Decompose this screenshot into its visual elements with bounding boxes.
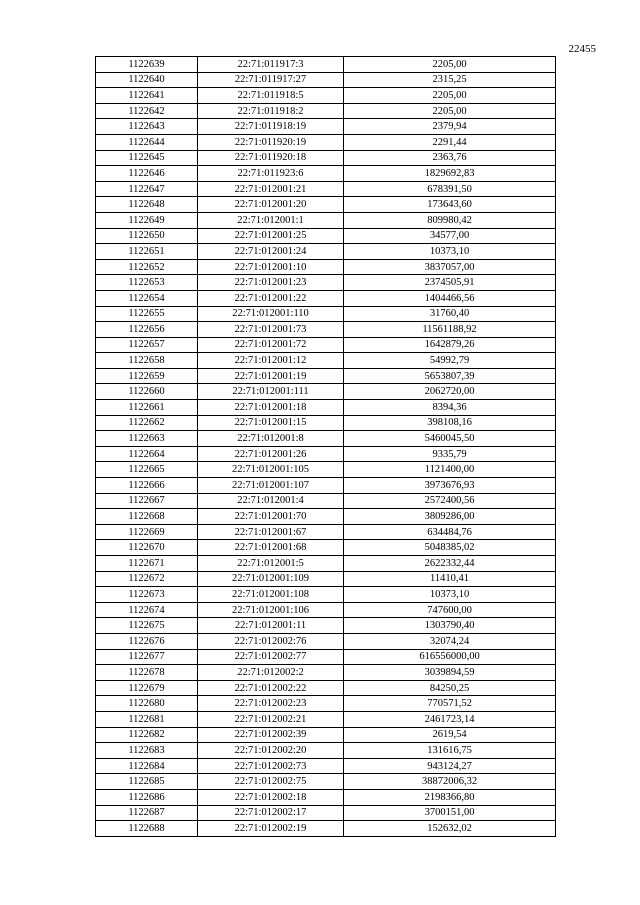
value-cell: 173643,60 [344, 197, 556, 213]
row-id-cell: 1122686 [96, 789, 198, 805]
cadastral-number-cell: 22:71:012001:19 [198, 368, 344, 384]
value-cell: 398108,16 [344, 415, 556, 431]
row-id-cell: 1122654 [96, 290, 198, 306]
row-id-cell: 1122656 [96, 322, 198, 338]
cadastral-number-cell: 22:71:012001:111 [198, 384, 344, 400]
cadastral-number-cell: 22:71:012001:23 [198, 275, 344, 291]
cadastral-number-cell: 22:71:011917:27 [198, 72, 344, 88]
row-id-cell: 1122644 [96, 134, 198, 150]
value-cell: 9335,79 [344, 446, 556, 462]
table-row [96, 789, 556, 805]
value-cell: 31760,40 [344, 306, 556, 322]
table-row [96, 711, 556, 727]
table-row [96, 680, 556, 696]
table-row [96, 400, 556, 416]
cadastral-number-cell: 22:71:012001:20 [198, 197, 344, 213]
row-id-cell: 1122645 [96, 150, 198, 166]
cadastral-number-cell: 22:71:012001:68 [198, 540, 344, 556]
table-row [96, 337, 556, 353]
table-row [96, 602, 556, 618]
value-cell: 34577,00 [344, 228, 556, 244]
table-row [96, 228, 556, 244]
row-id-cell: 1122640 [96, 72, 198, 88]
value-cell: 2374505,91 [344, 275, 556, 291]
value-cell: 11561188,92 [344, 322, 556, 338]
value-cell: 5460045,50 [344, 431, 556, 447]
cadastral-number-cell: 22:71:012001:11 [198, 618, 344, 634]
cadastral-number-cell: 22:71:011918:19 [198, 119, 344, 135]
row-id-cell: 1122658 [96, 353, 198, 369]
cadastral-number-cell: 22:71:011920:18 [198, 150, 344, 166]
table-row [96, 88, 556, 104]
row-id-cell: 1122663 [96, 431, 198, 447]
table-row [96, 540, 556, 556]
table-row [96, 774, 556, 790]
cadastral-number-cell: 22:71:012001:22 [198, 290, 344, 306]
cadastral-number-cell: 22:71:012001:73 [198, 322, 344, 338]
table-row [96, 275, 556, 291]
value-cell: 3700151,00 [344, 805, 556, 821]
value-cell: 38872006,32 [344, 774, 556, 790]
value-cell: 2205,00 [344, 88, 556, 104]
cadastral-number-cell: 22:71:012001:105 [198, 462, 344, 478]
row-id-cell: 1122655 [96, 306, 198, 322]
value-cell: 2198366,80 [344, 789, 556, 805]
table-row [96, 618, 556, 634]
cadastral-number-cell: 22:71:012001:25 [198, 228, 344, 244]
cadastral-number-cell: 22:71:012001:15 [198, 415, 344, 431]
row-id-cell: 1122647 [96, 181, 198, 197]
table-row [96, 134, 556, 150]
row-id-cell: 1122669 [96, 524, 198, 540]
row-id-cell: 1122685 [96, 774, 198, 790]
value-cell: 3837057,00 [344, 259, 556, 275]
cadastral-number-cell: 22:71:012001:10 [198, 259, 344, 275]
row-id-cell: 1122667 [96, 493, 198, 509]
cadastral-number-cell: 22:71:012002:19 [198, 821, 344, 837]
table-row [96, 212, 556, 228]
table-row [96, 649, 556, 665]
value-cell: 2062720,00 [344, 384, 556, 400]
row-id-cell: 1122681 [96, 711, 198, 727]
table-row [96, 743, 556, 759]
table-row [96, 72, 556, 88]
cadastral-number-cell: 22:71:011923:6 [198, 166, 344, 182]
row-id-cell: 1122661 [96, 400, 198, 416]
row-id-cell: 1122662 [96, 415, 198, 431]
value-cell: 2379,94 [344, 119, 556, 135]
data-table [95, 56, 556, 837]
cadastral-number-cell: 22:71:012002:73 [198, 758, 344, 774]
row-id-cell: 1122650 [96, 228, 198, 244]
row-id-cell: 1122680 [96, 696, 198, 712]
cadastral-number-cell: 22:71:012002:76 [198, 633, 344, 649]
value-cell: 5653807,39 [344, 368, 556, 384]
cadastral-number-cell: 22:71:012001:70 [198, 509, 344, 525]
table-row [96, 727, 556, 743]
table-body [96, 57, 556, 837]
cadastral-number-cell: 22:71:012001:1 [198, 212, 344, 228]
row-id-cell: 1122676 [96, 633, 198, 649]
value-cell: 84250,25 [344, 680, 556, 696]
value-cell: 943124,27 [344, 758, 556, 774]
row-id-cell: 1122673 [96, 587, 198, 603]
table-row [96, 306, 556, 322]
table-row [96, 103, 556, 119]
table-row [96, 57, 556, 73]
cadastral-number-cell: 22:71:012001:72 [198, 337, 344, 353]
table-row [96, 197, 556, 213]
row-id-cell: 1122653 [96, 275, 198, 291]
table-row [96, 805, 556, 821]
table-row [96, 259, 556, 275]
table-row [96, 415, 556, 431]
row-id-cell: 1122674 [96, 602, 198, 618]
row-id-cell: 1122648 [96, 197, 198, 213]
row-id-cell: 1122678 [96, 665, 198, 681]
value-cell: 1642879,26 [344, 337, 556, 353]
cadastral-number-cell: 22:71:012001:106 [198, 602, 344, 618]
table-row [96, 166, 556, 182]
value-cell: 2205,00 [344, 103, 556, 119]
cadastral-number-cell: 22:71:012002:21 [198, 711, 344, 727]
row-id-cell: 1122651 [96, 244, 198, 260]
row-id-cell: 1122683 [96, 743, 198, 759]
row-id-cell: 1122671 [96, 556, 198, 572]
cadastral-number-cell: 22:71:012002:18 [198, 789, 344, 805]
value-cell: 5048385,02 [344, 540, 556, 556]
value-cell: 8394,36 [344, 400, 556, 416]
table-row [96, 821, 556, 837]
row-id-cell: 1122664 [96, 446, 198, 462]
row-id-cell: 1122649 [96, 212, 198, 228]
value-cell: 3973676,93 [344, 478, 556, 494]
table-row [96, 353, 556, 369]
table-row [96, 181, 556, 197]
cadastral-number-cell: 22:71:012001:109 [198, 571, 344, 587]
cadastral-number-cell: 22:71:011920:19 [198, 134, 344, 150]
value-cell: 2205,00 [344, 57, 556, 73]
cadastral-number-cell: 22:71:012001:67 [198, 524, 344, 540]
row-id-cell: 1122677 [96, 649, 198, 665]
row-id-cell: 1122665 [96, 462, 198, 478]
cadastral-number-cell: 22:71:011917:3 [198, 57, 344, 73]
value-cell: 2622332,44 [344, 556, 556, 572]
value-cell: 10373,10 [344, 244, 556, 260]
row-id-cell: 1122670 [96, 540, 198, 556]
cadastral-number-cell: 22:71:012002:75 [198, 774, 344, 790]
table-row [96, 478, 556, 494]
value-cell: 131616,75 [344, 743, 556, 759]
cadastral-number-cell: 22:71:012002:17 [198, 805, 344, 821]
cadastral-number-cell: 22:71:012002:2 [198, 665, 344, 681]
value-cell: 54992,79 [344, 353, 556, 369]
table-row [96, 290, 556, 306]
value-cell: 1121400,00 [344, 462, 556, 478]
value-cell: 747600,00 [344, 602, 556, 618]
row-id-cell: 1122643 [96, 119, 198, 135]
value-cell: 2315,25 [344, 72, 556, 88]
table-row [96, 368, 556, 384]
row-id-cell: 1122684 [96, 758, 198, 774]
row-id-cell: 1122682 [96, 727, 198, 743]
table-row [96, 462, 556, 478]
cadastral-number-cell: 22:71:012002:77 [198, 649, 344, 665]
cadastral-number-cell: 22:71:012001:26 [198, 446, 344, 462]
value-cell: 10373,10 [344, 587, 556, 603]
row-id-cell: 1122657 [96, 337, 198, 353]
value-cell: 634484,76 [344, 524, 556, 540]
cadastral-number-cell: 22:71:012001:107 [198, 478, 344, 494]
value-cell: 2572400,56 [344, 493, 556, 509]
value-cell: 1829692,83 [344, 166, 556, 182]
value-cell: 2619,54 [344, 727, 556, 743]
row-id-cell: 1122679 [96, 680, 198, 696]
value-cell: 3809286,00 [344, 509, 556, 525]
cadastral-number-cell: 22:71:012002:22 [198, 680, 344, 696]
table-row [96, 524, 556, 540]
cadastral-number-cell: 22:71:012001:8 [198, 431, 344, 447]
row-id-cell: 1122642 [96, 103, 198, 119]
row-id-cell: 1122641 [96, 88, 198, 104]
row-id-cell: 1122660 [96, 384, 198, 400]
cadastral-number-cell: 22:71:012001:24 [198, 244, 344, 260]
table-row [96, 758, 556, 774]
table-row [96, 431, 556, 447]
value-cell: 3039894,59 [344, 665, 556, 681]
table-row [96, 322, 556, 338]
cadastral-number-cell: 22:71:012002:39 [198, 727, 344, 743]
table-row [96, 446, 556, 462]
row-id-cell: 1122639 [96, 57, 198, 73]
table-row [96, 150, 556, 166]
value-cell: 616556000,00 [344, 649, 556, 665]
cadastral-number-cell: 22:71:012001:4 [198, 493, 344, 509]
value-cell: 678391,50 [344, 181, 556, 197]
table-row [96, 119, 556, 135]
page-number: 22455 [568, 43, 596, 55]
cadastral-number-cell: 22:71:012002:20 [198, 743, 344, 759]
cadastral-number-cell: 22:71:011918:5 [198, 88, 344, 104]
cadastral-number-cell: 22:71:011918:2 [198, 103, 344, 119]
cadastral-number-cell: 22:71:012001:18 [198, 400, 344, 416]
cadastral-number-cell: 22:71:012002:23 [198, 696, 344, 712]
value-cell: 2461723,14 [344, 711, 556, 727]
table-row [96, 244, 556, 260]
row-id-cell: 1122672 [96, 571, 198, 587]
value-cell: 1404466,56 [344, 290, 556, 306]
table-row [96, 509, 556, 525]
row-id-cell: 1122675 [96, 618, 198, 634]
table-row [96, 384, 556, 400]
value-cell: 2363,76 [344, 150, 556, 166]
table-row [96, 571, 556, 587]
cadastral-number-cell: 22:71:012001:5 [198, 556, 344, 572]
table-row [96, 556, 556, 572]
value-cell: 1303790,40 [344, 618, 556, 634]
row-id-cell: 1122652 [96, 259, 198, 275]
row-id-cell: 1122668 [96, 509, 198, 525]
table-row [96, 665, 556, 681]
row-id-cell: 1122659 [96, 368, 198, 384]
table-row [96, 587, 556, 603]
table-row [96, 633, 556, 649]
value-cell: 32074,24 [344, 633, 556, 649]
cadastral-number-cell: 22:71:012001:12 [198, 353, 344, 369]
value-cell: 152632,02 [344, 821, 556, 837]
cadastral-number-cell: 22:71:012001:108 [198, 587, 344, 603]
value-cell: 809980,42 [344, 212, 556, 228]
value-cell: 11410,41 [344, 571, 556, 587]
row-id-cell: 1122666 [96, 478, 198, 494]
row-id-cell: 1122687 [96, 805, 198, 821]
table-row [96, 696, 556, 712]
cadastral-number-cell: 22:71:012001:110 [198, 306, 344, 322]
table-row [96, 493, 556, 509]
cadastral-number-cell: 22:71:012001:21 [198, 181, 344, 197]
value-cell: 2291,44 [344, 134, 556, 150]
row-id-cell: 1122688 [96, 821, 198, 837]
value-cell: 770571,52 [344, 696, 556, 712]
row-id-cell: 1122646 [96, 166, 198, 182]
